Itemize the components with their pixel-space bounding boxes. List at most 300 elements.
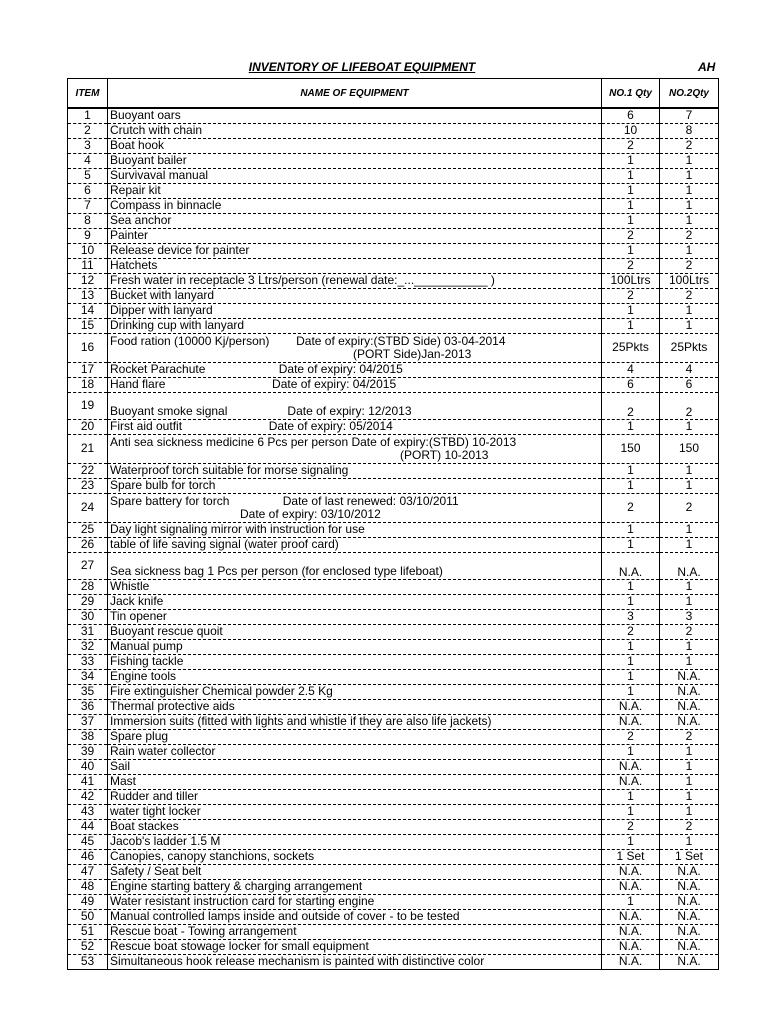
equipment-name-line: Day light signaling mirror with instruction for use <box>110 522 365 536</box>
table-row <box>68 729 719 744</box>
table-row <box>68 879 719 894</box>
qty-boat-2: 7 <box>660 108 719 123</box>
qty-boat-1: 1 <box>602 804 660 819</box>
equipment-name <box>108 303 602 318</box>
qty-boat-2: 1 <box>660 478 719 493</box>
equipment-name-line: Repair kit <box>110 183 161 197</box>
table-row <box>68 639 719 654</box>
item-number: 16 <box>68 333 108 362</box>
equipment-name-line: Crutch with chain <box>110 123 203 137</box>
equipment-name-line: water tight locker <box>110 804 201 818</box>
qty-boat-1: 1 <box>602 639 660 654</box>
qty-boat-1: 4 <box>602 362 660 377</box>
equipment-name <box>108 789 602 804</box>
qty-boat-1: 10 <box>602 123 660 138</box>
equipment-name <box>108 362 602 377</box>
item-number: 10 <box>68 243 108 258</box>
table-row <box>68 834 719 849</box>
qty-boat-2: 1 <box>660 198 719 213</box>
qty-boat-1: 2 <box>602 493 660 522</box>
equipment-name-line: Buoyant smoke signal Date of expiry: 12/2013 <box>110 404 412 418</box>
qty-boat-1: 1 <box>602 579 660 594</box>
equipment-name-line: Manual controlled lamps inside and outside of cover - to be tested <box>110 909 460 923</box>
equipment-name <box>108 333 602 362</box>
equipment-name-line: Buoyant bailer <box>110 153 187 167</box>
equipment-name-line: Hatchets <box>110 258 158 272</box>
table-row <box>68 213 719 228</box>
qty-boat-2: 1 <box>660 243 719 258</box>
qty-boat-1: 1 <box>602 318 660 333</box>
table-row <box>68 419 719 434</box>
equipment-name-line: Simultaneous hook release mechanism is painted with distinctive color <box>110 954 485 968</box>
equipment-name-line: Hand flare Date of expiry: 04/2015 <box>110 377 397 391</box>
equipment-name-line: Spare battery for torch Date of last renewed: 03/10/2011 <box>110 493 459 508</box>
equipment-name <box>108 183 602 198</box>
table-row <box>68 463 719 478</box>
qty-boat-1: 25Pkts <box>602 333 660 362</box>
document-title: INVENTORY OF LIFEBOAT EQUIPMENT <box>248 60 476 74</box>
table-row <box>68 434 719 463</box>
qty-boat-2: 1 <box>660 804 719 819</box>
equipment-name-line: Fire extinguisher Chemical powder 2.5 Kg <box>110 684 333 698</box>
equipment-name-line: Sail <box>110 759 131 773</box>
item-number: 11 <box>68 258 108 273</box>
equipment-name-line: Anti sea sickness medicine 6 Pcs per person Date of expiry:(STBD) 10-2013 <box>110 434 517 449</box>
equipment-name-line: Dipper with lanyard <box>110 303 213 317</box>
equipment-name <box>108 699 602 714</box>
equipment-name <box>108 684 602 699</box>
item-number: 40 <box>68 759 108 774</box>
qty-boat-2: N.A. <box>660 552 719 579</box>
qty-boat-2: 1 <box>660 639 719 654</box>
table-row <box>68 493 719 522</box>
qty-boat-2: 1 <box>660 168 719 183</box>
table-body <box>68 108 719 969</box>
qty-boat-1: N.A. <box>602 879 660 894</box>
equipment-name-line: Buoyant rescue quoit <box>110 624 223 638</box>
qty-boat-2: 2 <box>660 624 719 639</box>
equipment-name <box>108 377 602 392</box>
item-number: 42 <box>68 789 108 804</box>
equipment-name <box>108 819 602 834</box>
table-row <box>68 714 719 729</box>
table-row <box>68 392 719 419</box>
equipment-name-line: Canopies, canopy stanchions, sockets <box>110 849 315 863</box>
qty-boat-1: 1 <box>602 654 660 669</box>
item-number: 48 <box>68 879 108 894</box>
equipment-name <box>108 258 602 273</box>
table-row <box>68 478 719 493</box>
table-row <box>68 759 719 774</box>
equipment-name-line: First aid outfit Date of expiry: 05/2014 <box>110 419 393 433</box>
table-row <box>68 924 719 939</box>
table-row <box>68 537 719 552</box>
item-number: 50 <box>68 909 108 924</box>
qty-boat-2: 1 <box>660 654 719 669</box>
table-row <box>68 954 719 969</box>
equipment-name-line: Bucket with lanyard <box>110 288 215 302</box>
equipment-name <box>108 714 602 729</box>
qty-boat-2: 25Pkts <box>660 333 719 362</box>
table-row <box>68 108 719 123</box>
item-number: 18 <box>68 377 108 392</box>
equipment-name <box>108 168 602 183</box>
qty-boat-1: 1 <box>602 789 660 804</box>
qty-boat-1: N.A. <box>602 924 660 939</box>
equipment-name <box>108 924 602 939</box>
item-number: 34 <box>68 669 108 684</box>
table-row <box>68 552 719 579</box>
qty-boat-1: 1 <box>602 303 660 318</box>
item-number: 39 <box>68 744 108 759</box>
qty-boat-2: 1 <box>660 774 719 789</box>
qty-boat-1: N.A. <box>602 774 660 789</box>
qty-boat-1: N.A. <box>602 939 660 954</box>
table-row <box>68 684 719 699</box>
equipment-name-line: Water resistant instruction card for starting engine <box>110 894 375 908</box>
item-number: 22 <box>68 463 108 478</box>
equipment-name <box>108 849 602 864</box>
equipment-name-line: Rain water collector <box>110 744 216 758</box>
qty-boat-2: 2 <box>660 729 719 744</box>
item-number: 7 <box>68 198 108 213</box>
table-row <box>68 894 719 909</box>
qty-boat-2: N.A. <box>660 954 719 969</box>
qty-boat-1: 3 <box>602 609 660 624</box>
item-number: 37 <box>68 714 108 729</box>
qty-boat-2: 2 <box>660 288 719 303</box>
equipment-name <box>108 654 602 669</box>
equipment-name <box>108 153 602 168</box>
table-row <box>68 609 719 624</box>
equipment-name-line: Sea anchor <box>110 213 172 227</box>
table-row <box>68 939 719 954</box>
equipment-name <box>108 639 602 654</box>
qty-boat-1: 1 <box>602 198 660 213</box>
table-row <box>68 258 719 273</box>
equipment-name <box>108 834 602 849</box>
table-row <box>68 909 719 924</box>
item-number: 36 <box>68 699 108 714</box>
item-number: 46 <box>68 849 108 864</box>
table-row <box>68 774 719 789</box>
qty-boat-1: N.A. <box>602 864 660 879</box>
table-row <box>68 744 719 759</box>
qty-boat-2: N.A. <box>660 669 719 684</box>
equipment-name-line: Mast <box>110 774 137 788</box>
equipment-name <box>108 434 602 463</box>
equipment-name <box>108 213 602 228</box>
equipment-name <box>108 669 602 684</box>
item-number: 31 <box>68 624 108 639</box>
qty-boat-1: N.A. <box>602 909 660 924</box>
qty-boat-1: 100Ltrs <box>602 273 660 288</box>
qty-boat-2: 1 <box>660 303 719 318</box>
qty-boat-2: 1 <box>660 183 719 198</box>
table-row <box>68 123 719 138</box>
qty-boat-1: N.A. <box>602 714 660 729</box>
table-row <box>68 333 719 362</box>
equipment-name <box>108 288 602 303</box>
item-number: 2 <box>68 123 108 138</box>
qty-boat-2: 1 <box>660 759 719 774</box>
item-number: 6 <box>68 183 108 198</box>
qty-boat-2: N.A. <box>660 714 719 729</box>
equipment-name-line: Release device for painter <box>110 243 250 257</box>
qty-boat-1: 2 <box>602 819 660 834</box>
equipment-name <box>108 198 602 213</box>
item-number: 52 <box>68 939 108 954</box>
table-row <box>68 243 719 258</box>
item-number: 9 <box>68 228 108 243</box>
equipment-name-line: Survivaval manual <box>110 168 209 182</box>
table-row <box>68 579 719 594</box>
qty-boat-1: 1 Set <box>602 849 660 864</box>
qty-boat-2: 4 <box>660 362 719 377</box>
qty-boat-2: 1 <box>660 744 719 759</box>
qty-boat-1: 150 <box>602 434 660 463</box>
equipment-name <box>108 879 602 894</box>
qty-boat-2: N.A. <box>660 699 719 714</box>
qty-boat-1: 2 <box>602 288 660 303</box>
qty-boat-1: 2 <box>602 228 660 243</box>
qty-boat-2: N.A. <box>660 909 719 924</box>
equipment-name <box>108 463 602 478</box>
equipment-name <box>108 939 602 954</box>
qty-boat-2: 1 <box>660 834 719 849</box>
table-row <box>68 377 719 392</box>
equipment-name <box>108 624 602 639</box>
table-row <box>68 362 719 377</box>
item-number: 3 <box>68 138 108 153</box>
equipment-name <box>108 552 602 579</box>
item-number: 43 <box>68 804 108 819</box>
qty-boat-1: 1 <box>602 744 660 759</box>
table-row <box>68 624 719 639</box>
item-number: 8 <box>68 213 108 228</box>
equipment-name <box>108 392 602 419</box>
equipment-name <box>108 909 602 924</box>
table-row <box>68 819 719 834</box>
qty-boat-2: 1 <box>660 153 719 168</box>
equipment-name <box>108 522 602 537</box>
equipment-name-line: Jacob's ladder 1.5 M <box>110 834 221 848</box>
table-row <box>68 699 719 714</box>
table-header-row <box>68 79 719 109</box>
qty-boat-2: 2 <box>660 493 719 522</box>
equipment-name <box>108 273 602 288</box>
equipment-name <box>108 419 602 434</box>
equipment-name <box>108 493 602 522</box>
equipment-name-line: Thermal protective aids <box>110 699 235 713</box>
qty-boat-1: 1 <box>602 419 660 434</box>
item-number: 33 <box>68 654 108 669</box>
qty-boat-2: N.A. <box>660 879 719 894</box>
equipment-name <box>108 744 602 759</box>
item-number: 41 <box>68 774 108 789</box>
table-row <box>68 849 719 864</box>
column-header-qty2: NO.2Qty <box>660 79 719 109</box>
qty-boat-2: 1 <box>660 789 719 804</box>
table-row <box>68 153 719 168</box>
qty-boat-2: 100Ltrs <box>660 273 719 288</box>
item-number: 29 <box>68 594 108 609</box>
qty-boat-1: 1 <box>602 463 660 478</box>
item-number: 27 <box>68 552 108 579</box>
qty-boat-1: 2 <box>602 624 660 639</box>
equipment-name <box>108 108 602 123</box>
item-number: 35 <box>68 684 108 699</box>
item-number: 4 <box>68 153 108 168</box>
equipment-name-line: Drinking cup with lanyard <box>110 318 245 332</box>
equipment-name-line: Whistle <box>110 579 150 593</box>
qty-boat-2: 2 <box>660 258 719 273</box>
item-number: 44 <box>68 819 108 834</box>
qty-boat-1: 1 <box>602 522 660 537</box>
equipment-name <box>108 804 602 819</box>
item-number: 12 <box>68 273 108 288</box>
qty-boat-1: N.A. <box>602 699 660 714</box>
item-number: 30 <box>68 609 108 624</box>
equipment-name-line: Jack knife <box>110 594 164 608</box>
equipment-name-line: Engine tools <box>110 669 177 683</box>
qty-boat-2: N.A. <box>660 894 719 909</box>
qty-boat-1: N.A. <box>602 954 660 969</box>
equipment-name-line: Engine starting battery & charging arrangement <box>110 879 363 893</box>
table-row <box>68 183 719 198</box>
table-row <box>68 669 719 684</box>
equipment-name-line: Rescue boat stowage locker for small equipment <box>110 939 369 953</box>
equipment-name <box>108 318 602 333</box>
equipment-name-line: Waterproof torch suitable for morse signaling <box>110 463 349 477</box>
equipment-name <box>108 864 602 879</box>
qty-boat-2: N.A. <box>660 939 719 954</box>
equipment-name-line: Rescue boat - Towing arrangement <box>110 924 297 938</box>
table-row <box>68 168 719 183</box>
table-row <box>68 804 719 819</box>
item-number: 24 <box>68 493 108 522</box>
equipment-name-line-2: (PORT Side)Jan-2013 <box>353 346 472 361</box>
qty-boat-2: N.A. <box>660 924 719 939</box>
item-number: 20 <box>68 419 108 434</box>
qty-boat-1: 1 <box>602 684 660 699</box>
qty-boat-2: 1 <box>660 579 719 594</box>
equipment-name <box>108 774 602 789</box>
item-number: 45 <box>68 834 108 849</box>
equipment-name-line: Rocket Parachute Date of expiry: 04/2015 <box>110 362 403 376</box>
qty-boat-2: 150 <box>660 434 719 463</box>
equipment-name-line: Boat stackes <box>110 819 179 833</box>
item-number: 38 <box>68 729 108 744</box>
equipment-name-line: Safety / Seat belt <box>110 864 202 878</box>
column-header-qty1: NO.1 Qty <box>602 79 660 109</box>
qty-boat-2: N.A. <box>660 864 719 879</box>
item-number: 26 <box>68 537 108 552</box>
equipment-name-line: Spare bulb for torch <box>110 478 216 492</box>
equipment-name-line: Immersion suits (fitted with lights and whistle if they are also life jackets) <box>110 714 492 728</box>
equipment-name-line: Boat hook <box>110 138 165 152</box>
item-number: 21 <box>68 434 108 463</box>
equipment-name-line: Fresh water in receptacle 3 Ltrs/person (renewal date:_...___________ ) <box>110 273 495 287</box>
equipment-name <box>108 729 602 744</box>
qty-boat-1: 1 <box>602 478 660 493</box>
qty-boat-2: 2 <box>660 392 719 419</box>
qty-boat-1: 1 <box>602 168 660 183</box>
table-row <box>68 864 719 879</box>
qty-boat-1: 1 <box>602 894 660 909</box>
qty-boat-2: 1 <box>660 213 719 228</box>
qty-boat-2: 1 Set <box>660 849 719 864</box>
table-row <box>68 228 719 243</box>
column-header-item: ITEM <box>68 79 108 109</box>
qty-boat-2: N.A. <box>660 684 719 699</box>
item-number: 51 <box>68 924 108 939</box>
equipment-name-line: table of life saving signal (water proof card) <box>110 537 339 551</box>
equipment-name <box>108 123 602 138</box>
equipment-name-line: Food ration (10000 Kj/person) Date of expiry:(STBD Side) 03-04-2014 <box>110 333 506 348</box>
item-number: 15 <box>68 318 108 333</box>
table-row <box>68 594 719 609</box>
item-number: 17 <box>68 362 108 377</box>
item-number: 47 <box>68 864 108 879</box>
qty-boat-1: 1 <box>602 213 660 228</box>
equipment-name-line: Fishing tackle <box>110 654 184 668</box>
table-row <box>68 138 719 153</box>
qty-boat-2: 1 <box>660 318 719 333</box>
equipment-name-line: Sea sickness bag 1 Pcs per person (for enclosed type lifeboat) <box>110 564 443 578</box>
equipment-name <box>108 537 602 552</box>
equipment-name <box>108 478 602 493</box>
equipment-name-line: Compass in binnacle <box>110 198 222 212</box>
item-number: 49 <box>68 894 108 909</box>
table-row <box>68 303 719 318</box>
equipment-name <box>108 579 602 594</box>
qty-boat-2: 2 <box>660 228 719 243</box>
qty-boat-1: 2 <box>602 138 660 153</box>
equipment-name-line-2: Date of expiry: 03/10/2012 <box>240 506 381 521</box>
equipment-name <box>108 594 602 609</box>
qty-boat-2: 1 <box>660 419 719 434</box>
equipment-name-line: Rudder and tiller <box>110 789 199 803</box>
qty-boat-1: 1 <box>602 243 660 258</box>
boat-code-label: AH <box>698 60 716 74</box>
qty-boat-1: 1 <box>602 834 660 849</box>
qty-boat-2: 2 <box>660 819 719 834</box>
table-row <box>68 288 719 303</box>
qty-boat-1: 2 <box>602 729 660 744</box>
qty-boat-2: 1 <box>660 594 719 609</box>
qty-boat-2: 1 <box>660 522 719 537</box>
qty-boat-2: 8 <box>660 123 719 138</box>
column-header-name: NAME OF EQUIPMENT <box>108 79 602 109</box>
item-number: 5 <box>68 168 108 183</box>
qty-boat-1: 1 <box>602 153 660 168</box>
item-number: 1 <box>68 108 108 123</box>
inventory-table <box>67 78 719 970</box>
qty-boat-1: N.A. <box>602 759 660 774</box>
qty-boat-2: 6 <box>660 377 719 392</box>
qty-boat-1: 2 <box>602 392 660 419</box>
equipment-name-line: Tin opener <box>110 609 167 623</box>
table-row <box>68 522 719 537</box>
qty-boat-2: 3 <box>660 609 719 624</box>
item-number: 53 <box>68 954 108 969</box>
item-number: 28 <box>68 579 108 594</box>
item-number: 25 <box>68 522 108 537</box>
qty-boat-1: 1 <box>602 669 660 684</box>
item-number: 13 <box>68 288 108 303</box>
equipment-name <box>108 228 602 243</box>
